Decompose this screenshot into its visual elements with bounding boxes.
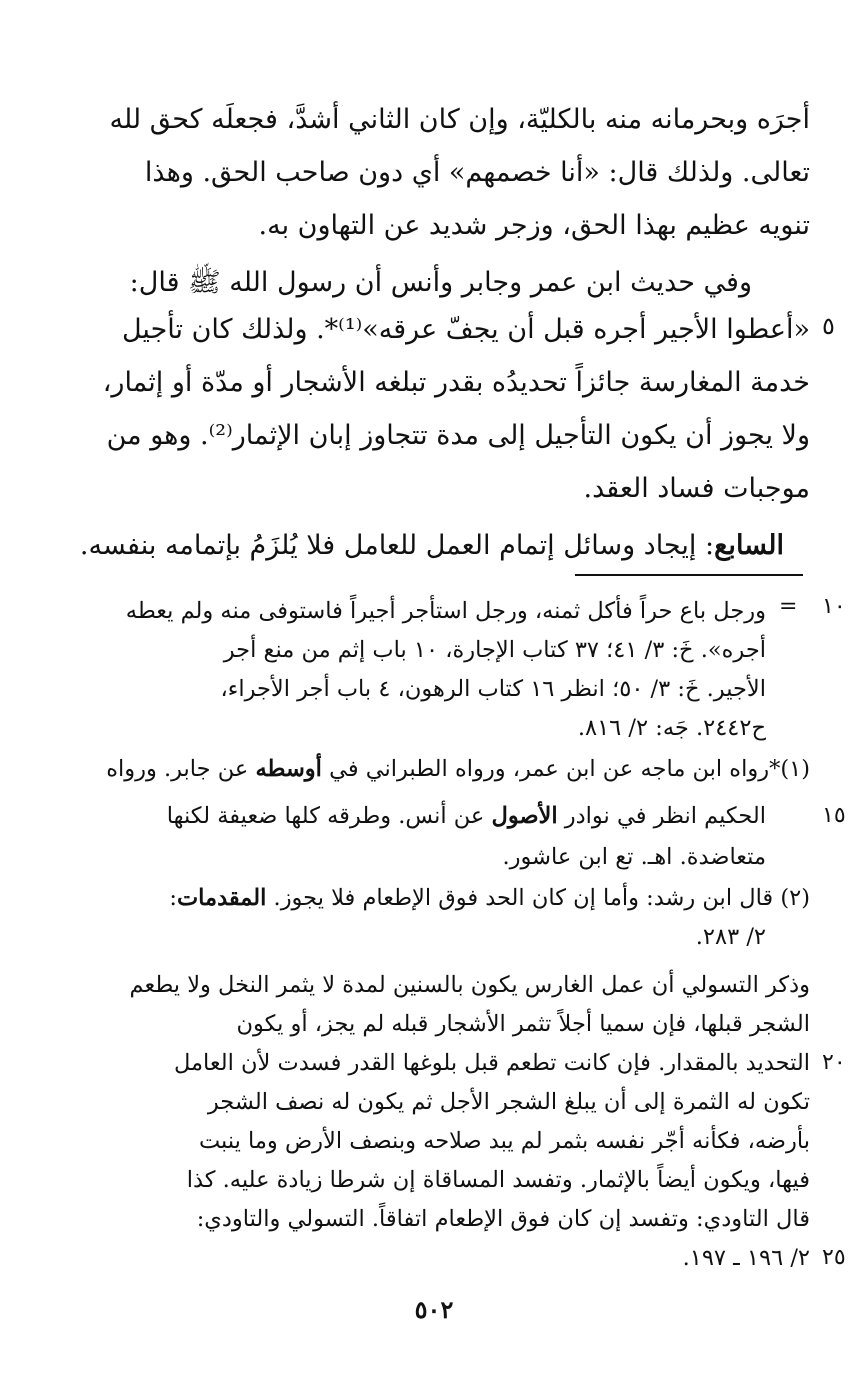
footnote-para-line-8: ٢/ ١٩٦ ـ ١٩٧. [682,1245,810,1271]
footnote-para-line-6: فيها، ويكون أيضاً بالإثمار. وتفسد المساقاة إن شرطا زيادة عليه. كذا [186,1167,810,1193]
main-line-5: «أعطوا الأجير أجره قبل أن يجفّ عرقه»⁽¹⁾*. ولذلك كان تأجيل [121,314,810,345]
seventh-label: السابع [714,530,784,561]
footnote-cont-line-1: ورجل باع حراً فأكل ثمنه، ورجل استأجر أجيراً فاستوفى منه ولم يعطه [125,598,766,624]
footnote-1-source-usul: الأصول [491,803,558,829]
footnote-1-text-d: الحكيم انظر في نوادر [557,803,766,829]
footnote-2-colon: : [169,885,177,911]
footnote-para-line-4: تكون له الثمرة إلى أن يبلغ الشجر الأجل ثم يكون له نصف الشجر [207,1089,810,1115]
line-number-15: ١٥ [822,803,846,828]
footnote-continuation-marker: = [779,594,798,619]
footnote-1-source-awsat: أوسطه [255,756,322,782]
footnote-cont-line-4: ح٢٤٤٢. جَه: ٢/ ٨١٦. [577,715,766,741]
seventh-point [64,519,784,572]
main-line-4: وفي حديث ابن عمر وجابر وأنس أن رسول الله ﷺ قال: [129,267,752,298]
line-number-25: ٢٥ [822,1245,846,1270]
footnote-2-source-muqaddimat: المقدمات [176,885,267,911]
footnote-2-text-a: قال ابن رشد: وأما إن كان الحد فوق الإطعام فلا يجوز. [266,885,774,911]
main-line-8: موجبات فساد العقد. [583,473,810,504]
footnote-1-line-1 [52,750,810,789]
footnote-2-line-2: ٢/ ٢٨٣. [695,924,766,950]
main-line-3: تنويه عظيم بهذا الحق، وزجر شديد عن التهاون به. [258,210,810,241]
footnote-1-line-2 [52,797,766,836]
main-line-2: تعالى. ولذلك قال: «أنا خصمهم» أي دون صاحب الحق. وهذا [144,157,810,188]
footnote-2-marker: (٢) [780,885,810,911]
line-number-10: ١٠ [822,594,846,619]
footnote-para-line-7: قال التاودي: وتفسد إن كان فوق الإطعام اتفاقاً. التسولي والتاودي: [196,1206,810,1232]
footnote-para-line-5: بأرضه، فكأنه أجّر نفسه بثمر لم يبد صلاحه وبنصف الأرض وما ينبت [198,1128,810,1154]
footnote-divider [575,574,803,576]
footnote-para-line-2: الشجر قبلها، فإن سميا أجلاً تثمر الأشجار قبله لم يجز، أو يكون [236,1011,810,1037]
page-number: ٥٠٢ [414,1295,454,1324]
footnote-cont-line-3: الأجير. خَ: ٣/ ٥٠؛ انظر ١٦ كتاب الرهون، ٤ باب أجر الأجراء، [220,676,766,702]
footnote-1-text-c: عن جابر. ورواه [106,756,256,782]
seventh-text: : إيجاد وسائل إتمام العمل للعامل فلا يُلزَمُ بإتمامه بنفسه. [79,530,715,561]
footnote-2-line-1 [52,879,810,918]
footnote-cont-line-2: أجره». خَ: ٣/ ٤١؛ ٣٧ كتاب الإجارة، ١٠ باب إثم من منع أجر [223,637,766,663]
line-number-5: ٥ [822,312,835,340]
footnote-1-text-f: عن أنس. وطرقه كلها ضعيفة لكنها [166,803,492,829]
main-line-1: أجرَه وبحرمانه منه بالكليّة، وإن كان الثاني أشدَّ، فجعلَه كحق لله [109,104,810,135]
main-line-7: ولا يجوز أن يكون التأجيل إلى مدة تتجاوز إبان الإثمار⁽²⁾. وهو من [106,420,810,451]
footnote-1-line-3: متعاضدة. اهـ. تع ابن عاشور. [502,844,766,870]
footnote-para-line-3: التحديد بالمقدار. فإن كانت تطعم قبل بلوغها القدر فسدت لأن العامل [173,1050,810,1076]
line-number-20: ٢٠ [822,1050,846,1075]
footnote-para-line-1: وذكر التسولي أن عمل الغارس يكون بالسنين لمدة لا يثمر النخل ولا يطعم [129,972,810,998]
main-line-6: خدمة المغارسة جائزاً تحديدُه بقدر تبلغه الأشجار أو مدّة أو إثمار، [102,367,810,398]
footnote-1-marker: (١)* [769,756,810,782]
footnote-1-text-a: رواه ابن ماجه عن ابن عمر، ورواه الطبراني في [321,756,770,782]
